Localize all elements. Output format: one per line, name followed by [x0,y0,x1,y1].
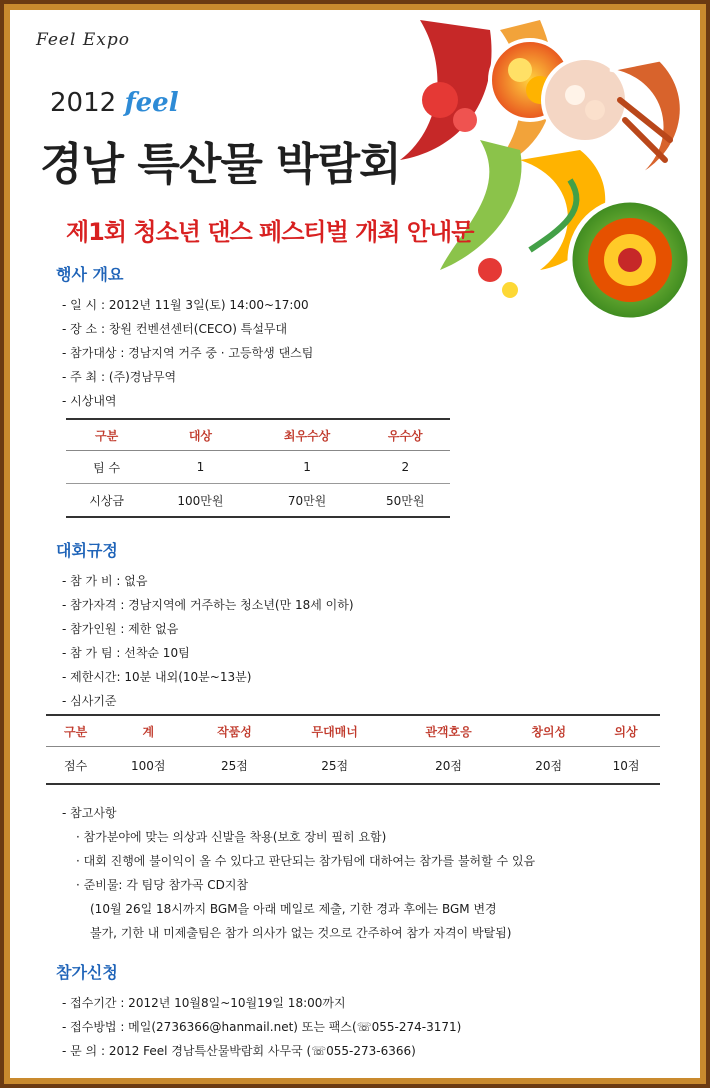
table-header-cell: 구분 [46,715,105,747]
table-cell: 50만원 [361,484,450,518]
table-header-row [66,419,450,451]
table-cell: 2 [361,451,450,484]
table-row [46,747,660,785]
overview-item: - 주 최 : (주)경남무역 [62,370,177,384]
rules-heading: 대회규정 [56,541,118,560]
overview-item: - 일 시 : 2012년 11월 3일(토) 14:00~17:00 [62,298,309,312]
table-header-cell: 최우수상 [254,419,361,451]
table-cell: 1 [147,451,253,484]
table-cell: 20점 [392,747,506,785]
note-item: · 참가분야에 맞는 의상과 신발을 착용(보호 장비 필히 요함) [76,830,387,844]
table-cell: 100만원 [147,484,253,518]
page-title: 경남 특산물 박람회 [40,139,401,190]
table-cell: 25점 [278,747,392,785]
rules-item: - 참가인원 : 제한 없음 [62,622,179,636]
feel-brand: feel [124,88,179,118]
overview-item: - 시상내역 [62,394,117,408]
apply-item: - 접수방법 : 메일(2736366@hanmail.net) 또는 팩스(☏055-274-3171) [62,1020,462,1034]
table-cell: 시상금 [66,484,147,518]
table-row [66,451,450,484]
apply-item: - 접수기간 : 2012년 10월8일~10월19일 18:00까지 [62,996,346,1010]
table-header-cell: 작품성 [191,715,278,747]
table-cell: 20점 [505,747,592,785]
table-header-cell: 구분 [66,419,147,451]
table-header-cell: 우수상 [361,419,450,451]
rules-item: - 참가자격 : 경남지역에 거주하는 청소년(만 18세 이하) [62,598,354,612]
table-header-cell: 대상 [147,419,253,451]
prize-table [66,418,450,518]
table-header-cell: 관객호응 [392,715,506,747]
page-subtitle: 제1회 청소년 댄스 페스티벌 개최 안내문 [66,218,474,246]
event-year [50,88,179,118]
note-item: · 대회 진행에 불이익이 올 수 있다고 판단되는 참가팀에 대하여는 참가를 불허할 수 있음 [76,854,536,868]
note-item: (10월 26일 18시까지 BGM을 아래 메일로 제출, 기한 경과 후에는 BGM 변경 [90,902,497,916]
note-item: · 준비물: 각 팀당 참가곡 CD지참 [76,878,249,892]
overview-heading: 행사 개요 [56,265,124,284]
table-header-cell: 무대매너 [278,715,392,747]
table-cell: 팀 수 [66,451,147,484]
notes-heading: - 참고사항 [62,806,117,820]
year-text: 2012 [50,88,117,118]
table-cell: 100점 [105,747,191,785]
rules-item: - 참 가 팀 : 선착순 10팀 [62,646,190,660]
rules-item: - 심사기준 [62,694,117,708]
score-table [46,714,660,785]
table-cell: 1 [254,451,361,484]
overview-item: - 참가대상 : 경남지역 거주 중 · 고등학생 댄스팀 [62,346,314,360]
apply-item: - 문 의 : 2012 Feel 경남특산물박람회 사무국 (☏055-273-6366) [62,1044,416,1058]
rules-item: - 제한시간: 10분 내외(10분~13분) [62,670,252,684]
flyer [10,10,700,1078]
produce-swirl-illustration [380,10,700,330]
overview-item: - 장 소 : 창원 컨벤션센터(CECO) 특설무대 [62,322,288,336]
table-cell: 점수 [46,747,105,785]
feel-expo-logo: Feel Expo [36,30,130,50]
table-cell: 10점 [592,747,660,785]
table-header-cell: 의상 [592,715,660,747]
table-row [66,484,450,518]
note-item: 불가, 기한 내 미제출팀은 참가 의사가 없는 것으로 간주하여 참가 자격이 박탈됨) [90,926,512,940]
table-cell: 25점 [191,747,278,785]
page-frame [4,4,706,1084]
table-cell: 70만원 [254,484,361,518]
table-header-row [46,715,660,747]
apply-heading: 참가신청 [56,963,118,982]
table-header-cell: 계 [105,715,191,747]
table-header-cell: 창의성 [505,715,592,747]
rules-item: - 참 가 비 : 없음 [62,574,148,588]
